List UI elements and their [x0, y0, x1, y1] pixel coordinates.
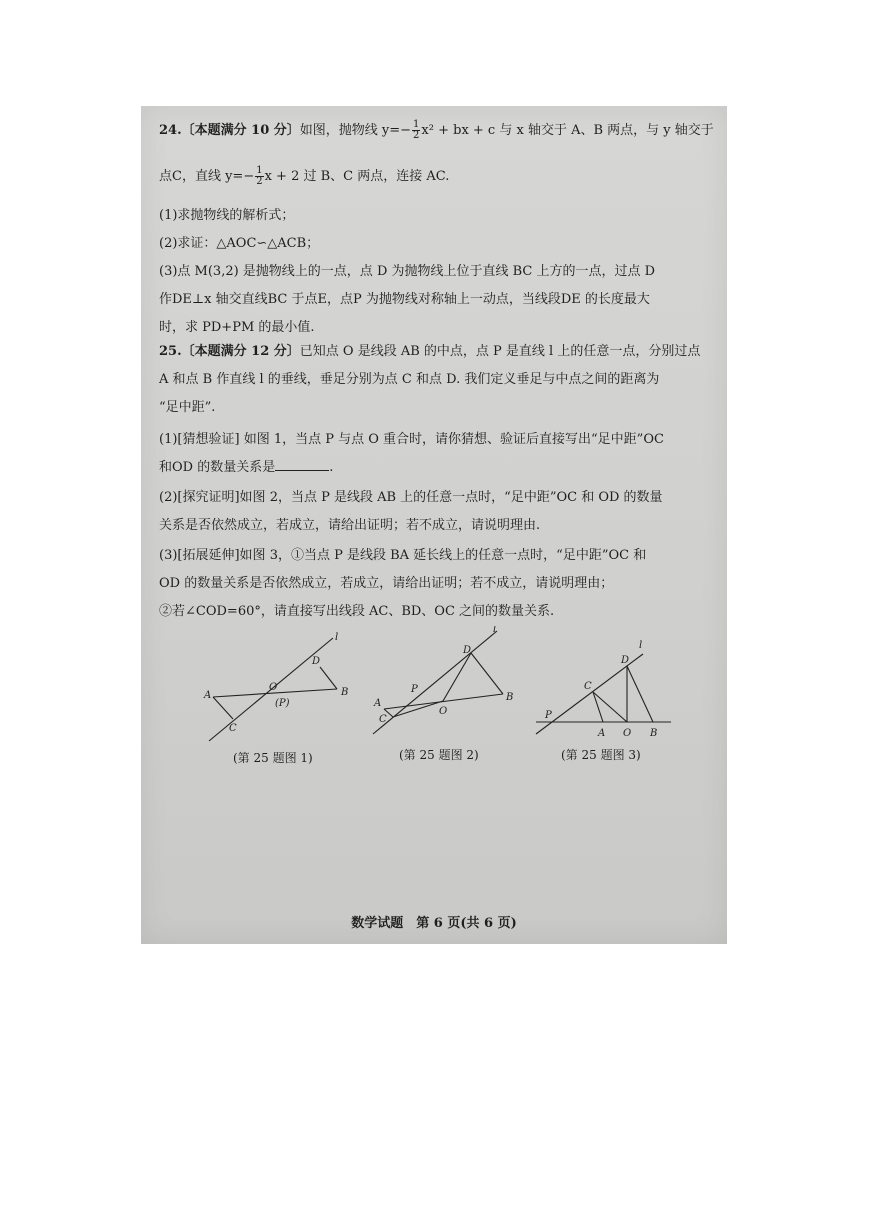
- answer-blank: [275, 458, 329, 471]
- page-footer: 数学试题 第 6 页(共 6 页): [351, 916, 517, 931]
- fig2-label-c: C: [379, 714, 387, 725]
- fig1-segment-ac: [213, 697, 233, 719]
- fig1-label-p: (P): [275, 698, 290, 709]
- fig2-segment-co: [393, 701, 443, 717]
- fig3-label-d: D: [621, 655, 630, 666]
- fig1-label-b: B: [341, 687, 349, 698]
- fig3-label-c: C: [584, 681, 592, 692]
- fraction-half-1: $\frac{1}{2}$: [413, 119, 420, 141]
- q24-number: 24.: [159, 123, 182, 138]
- q25-sub-3-line-3: ②若∠COD=60°，请直接写出线段 AC、BD、OC 之间的数量关系.: [159, 604, 555, 619]
- q25-sub-2-line-1: (2)[探究证明]如图 2，当点 P 是线段 AB 上的任意一点时，“足中距”OC 和 OD 的数量: [159, 490, 663, 505]
- fig2-label-a: A: [374, 698, 382, 709]
- fig3-label-a: A: [598, 728, 606, 739]
- q24-part-3-line-2: 作DE⊥x 轴交直线BC 于点E，点P 为抛物线对称轴上一动点，当线段DE 的长度最大: [159, 292, 650, 307]
- fig2-segment-od: [443, 653, 471, 701]
- fig2-label-p: P: [411, 684, 418, 695]
- fig2-line-l: [373, 631, 497, 734]
- q25-number: 25.: [159, 344, 182, 359]
- fig1-label-c: C: [229, 723, 237, 734]
- photographed-exam-page: [141, 106, 727, 944]
- fig2-label-o: O: [439, 706, 448, 717]
- q25-sub-3-line-2: OD 的数量关系是否依然成立，若成立，请给出证明；若不成立，请说明理由；: [159, 576, 614, 591]
- q25-sub-2-line-2: 关系是否依然成立，若成立，请给出证明；若不成立，请说明理由.: [159, 518, 541, 533]
- fig2-label-d: D: [463, 645, 472, 656]
- fig1-label-l: l: [335, 632, 339, 643]
- q25-sub-1-period: .: [329, 460, 334, 475]
- q24-text-3: 点C，直线 y=−: [159, 169, 255, 184]
- q24-line-2: [159, 166, 449, 187]
- figures-row: [141, 626, 727, 776]
- q24-text-4: x + 2 过 B、C 两点，连接 AC.: [264, 169, 450, 184]
- fig1-label-d: D: [312, 656, 321, 667]
- q24-part-1: (1)求抛物线的解析式；: [159, 208, 295, 223]
- q24-line-1: [159, 120, 714, 141]
- fig3-caption: (第 25 题图 3): [561, 748, 641, 762]
- fig3-label-l: l: [639, 640, 643, 651]
- fig1-caption: (第 25 题图 1): [233, 751, 313, 765]
- q24-part-3-line-1: (3)点 M(3,2) 是抛物线上的一点，点 D 为抛物线上位于直线 BC 上方的一点，过点 D: [159, 264, 656, 279]
- q25-sub-1-line-1: (1)[猜想验证] 如图 1，当点 P 与点 O 重合时，请你猜想、验证后直接写出“足中距”OC: [159, 432, 664, 447]
- q25-sub-1-text: 和OD 的数量关系是: [159, 460, 276, 475]
- q25-sub-1-line-2: [159, 458, 333, 478]
- fig2-caption: (第 25 题图 2): [399, 748, 479, 762]
- fig2-segment-bd: [471, 653, 503, 694]
- q25-text-1: 已知点 O 是线段 AB 的中点，点 P 是直线 l 上的任意一点，分别过点: [299, 344, 701, 359]
- q25-line-3: “足中距”.: [159, 400, 216, 415]
- fig3-label-b: B: [650, 728, 658, 739]
- q24-part-2: (2)求证：△AOC∽△ACB；: [159, 236, 320, 251]
- fig2-label-l: l: [493, 626, 497, 635]
- q25-line-1: [159, 342, 700, 362]
- q24-part-3-line-3: 时，求 PD+PM 的最小值.: [159, 320, 315, 335]
- fig3-label-p: P: [545, 710, 552, 721]
- fig1-label-a: A: [204, 690, 212, 701]
- fig3-label-o: O: [623, 728, 632, 739]
- q24-text-2: x² + bx + c 与 x 轴交于 A、B 两点，与 y 轴交于: [421, 123, 714, 138]
- fig1-segment-bd: [320, 667, 337, 689]
- q25-line-2: A 和点 B 作直线 l 的垂线，垂足分别为点 C 和点 D. 我们定义垂足与中点之间的距离为: [159, 372, 660, 387]
- q25-sub-3-line-1: (3)[拓展延伸]如图 3，①当点 P 是线段 BA 延长线上的任意一点时，“足中距”OC 和: [159, 548, 647, 563]
- fig2-label-b: B: [506, 692, 514, 703]
- fraction-half-2: $\frac{1}{2}$: [256, 165, 263, 187]
- fig3-segment-bd: [627, 666, 653, 722]
- q24-text-1: 如图，抛物线 y=−: [299, 123, 412, 138]
- fig1-label-o: O: [269, 682, 278, 693]
- q25-score: 〔本题满分 12 分〕: [181, 344, 300, 359]
- q24-score: 〔本题满分 10 分〕: [181, 123, 300, 138]
